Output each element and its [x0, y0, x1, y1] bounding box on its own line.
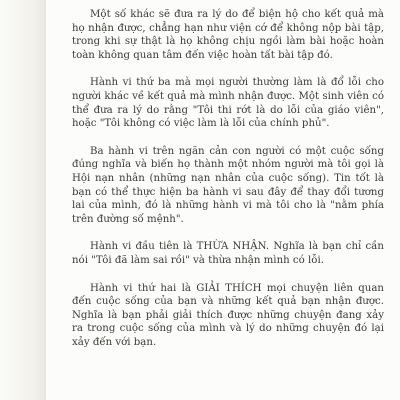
- page-body-text: [72, 8, 384, 363]
- paragraph-5: Hành vi thứ hai là GIẢI THÍCH mọi chuyện liên quan đến cuộc sống của bạn và những kết quả bạn nhận được. Nghĩa là bạn phải giải thích được những chuyện đang xảy ra trong cuộc sống của mình và lý do những chuyện đó lại xảy đến với bạn.: [72, 282, 384, 348]
- paragraph-1: Một số khác sẽ đưa ra lý do để biện hộ cho kết quả mà họ nhận được, chẳng hạn như viện cớ để không nộp bài tập, trong khi sự thật là họ không chịu ngồi làm bài hoặc hoàn toàn không quan tâm đến việc hoàn tất bài tập đó.: [72, 9, 384, 61]
- paragraph-3: Ba hành vi trên ngăn cản con người có một cuộc sống đúng nghĩa và biến họ thành một nhóm người mà tôi gọi là Hội nạn nhân (những nạn nhân của cuộc sống). Tin tốt là bạn có thể thực hiện ba hành vi sau đây để thay đổi tương lai của mình, đó là những hành vi mà tôi cho là "nằm phía trên đường số mệnh".: [72, 145, 384, 225]
- paragraph-2: Hành vi thứ ba mà mọi người thường làm là đổ lỗi cho người khác về kết quả mà mình nhận được. Một sinh viên có thể đưa ra lý do rằng "Tôi thi rớt là do lỗi của giáo viên", hoặc "Tôi không có việc làm là lỗi của chính phủ".: [72, 77, 384, 130]
- paragraph-4: Hành vi đầu tiên là THỪA NHẬN. Nghĩa là bạn chỉ cần nói "Tôi đã làm sai rồi" và thừa nhận mình có lỗi.: [72, 241, 384, 266]
- book-spine-edge: [0, 0, 46, 400]
